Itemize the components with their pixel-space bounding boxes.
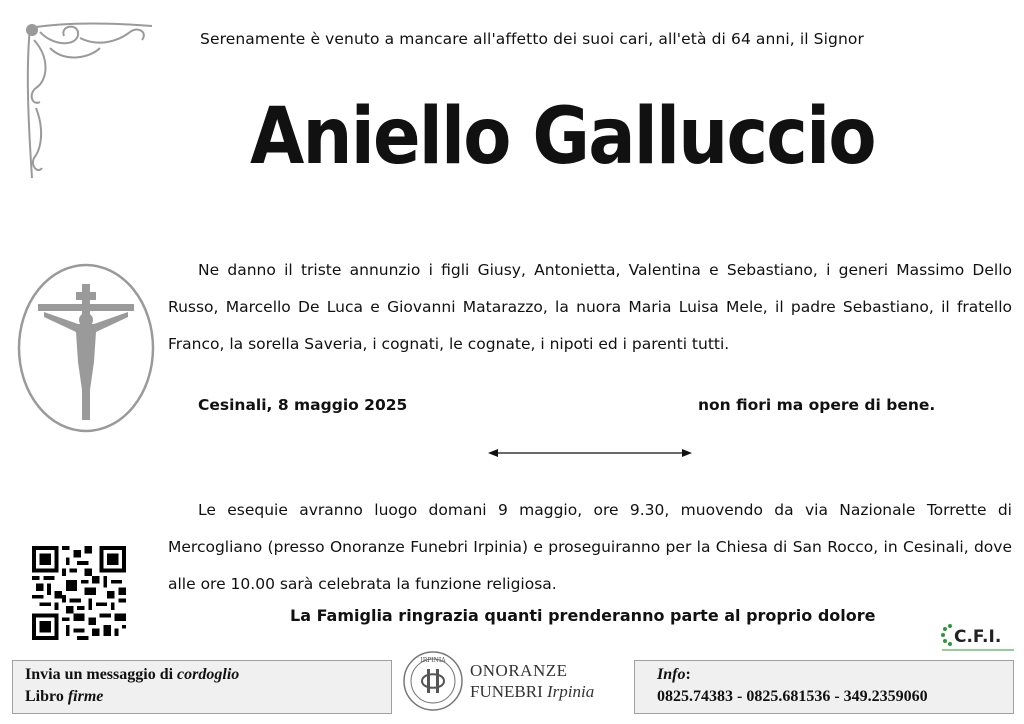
info-phones[interactable]: 0825.74383 - 0825.681536 - 349.2359060 bbox=[657, 688, 928, 705]
cfi-logo bbox=[940, 620, 1016, 654]
logo-line1: ONORANZE bbox=[470, 661, 568, 680]
info-box bbox=[634, 660, 1014, 714]
funeral-paragraph bbox=[168, 492, 1012, 603]
info-label-text: Info bbox=[657, 666, 686, 683]
logo-line2 bbox=[470, 681, 594, 702]
thanks-text: La Famiglia ringrazia quanti prenderanno parte al proprio dolore bbox=[290, 606, 876, 625]
condolence-italic: cordoglio bbox=[177, 666, 240, 683]
corner-ornament-icon bbox=[20, 18, 160, 188]
flowers-note: non fiori ma opere di bene. bbox=[698, 396, 936, 414]
intro-text: Serenamente è venuto a mancare all'affetto dei suoi cari, all'età di 64 anni, il Signor bbox=[200, 30, 864, 48]
info-label: Info: bbox=[657, 666, 691, 683]
condolence-prefix: Invia un messaggio di bbox=[25, 666, 178, 683]
qr-code[interactable] bbox=[32, 546, 126, 640]
guestbook-prefix: Libro bbox=[25, 688, 68, 705]
funeral-home-logo-icon bbox=[402, 650, 464, 712]
condolence-box[interactable] bbox=[12, 660, 392, 714]
guestbook-link[interactable] bbox=[25, 688, 103, 706]
place-date: Cesinali, 8 maggio 2025 bbox=[198, 396, 408, 414]
deceased-name: Aniello Galluccio bbox=[250, 92, 875, 182]
announcement-paragraph bbox=[168, 252, 1012, 363]
logo-line2-italic: Irpinia bbox=[546, 682, 595, 701]
condolence-link[interactable] bbox=[25, 666, 239, 684]
crucifix-icon bbox=[16, 262, 156, 434]
announcement-text: Ne danno il triste annunzio i figli Giusy, Antonietta, Valentina e Sebastiano, i generi Massimo Dello Russo, Marcello De Luca e Giovanni Matarazzo, la nuora Maria Luisa Mele, il padre Sebastiano, il fratello Franco, la sorella Saveria, i cognati, le cognate, i nipoti ed i parenti tutti. bbox=[168, 261, 1012, 353]
funeral-home-name bbox=[470, 660, 594, 702]
cfi-text: C.F.I. bbox=[954, 627, 1002, 647]
divider-arrow bbox=[488, 446, 692, 460]
logo-line2-prefix: FUNEBRI bbox=[470, 682, 547, 701]
logo-badge-text: IRPINIA bbox=[420, 657, 446, 664]
guestbook-italic: firme bbox=[67, 688, 104, 705]
funeral-text: Le esequie avranno luogo domani 9 maggio, ore 9.30, muovendo da via Nazionale Torrette di Mercogliano (presso Onoranze Funebri Irpinia) e proseguiranno per la Chiesa di San Rocco, in Cesinali, dove alle ore 10.00 sarà celebrata la funzione religiosa. bbox=[168, 501, 1012, 593]
